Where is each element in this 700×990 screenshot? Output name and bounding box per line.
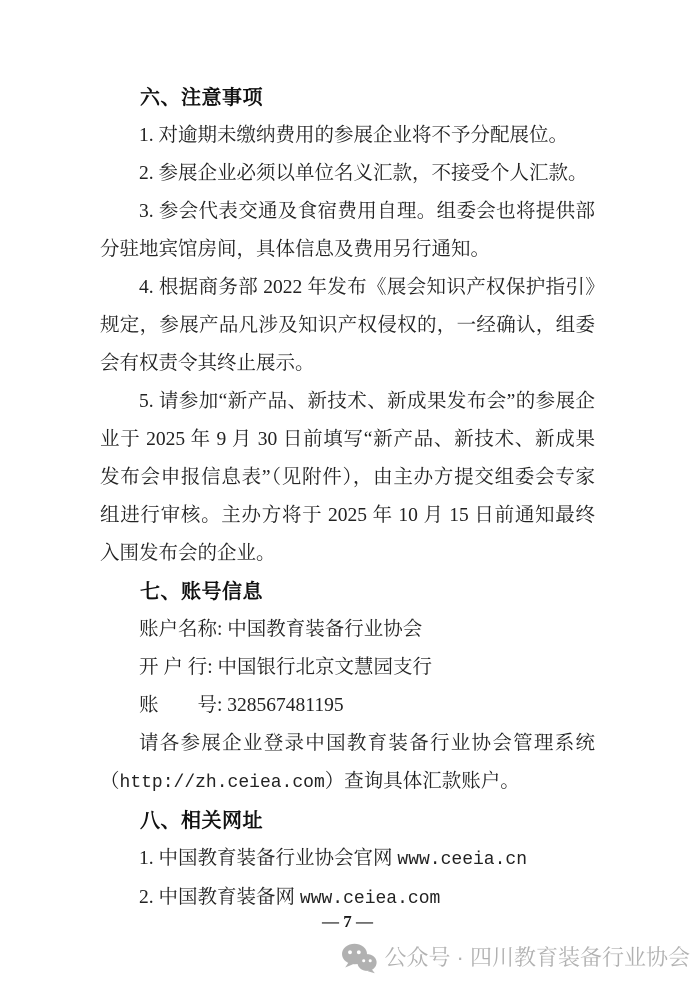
related-link-1-url: www.ceeia.cn xyxy=(397,850,528,870)
related-link-1-label: 1. 中国教育装备行业协会官网 xyxy=(139,848,398,869)
paragraph-note-1: 1. 对逾期未缴纳费用的参展企业将不予分配展位。 xyxy=(139,125,569,146)
watermark xyxy=(341,941,690,975)
paragraph-note-5: 5. 请参加“新产品、新技术、新成果发布会”的参展企业于 2025 年 9 月 30 日前填写“新产品、新技术、新成果发布会申报信息表”（见附件），由主办方提交组委会专家组进行审核。主办方将于 2025 年 10 月 15 日前通知最终入围发布会的企业。 xyxy=(100,391,595,564)
section-heading-links: 八、相关网址 xyxy=(140,810,263,832)
account-bank-line: 开 户 行: 中国银行北京文慧园支行 xyxy=(139,657,433,678)
account-note-prefix: 请各参展企业登录中国教育装备行业协会管理系统（ xyxy=(100,733,595,792)
related-link-2-url: www.ceiea.com xyxy=(299,889,441,909)
account-number-line: 账 号: 328567481195 xyxy=(139,695,344,716)
page-number: — 7 — xyxy=(322,912,373,931)
paragraph-note-3: 3. 参会代表交通及食宿费用自理。组委会也将提供部分驻地宾馆房间，具体信息及费用另行通知。 xyxy=(100,201,595,260)
account-note-url: http://zh.ceiea.com xyxy=(119,773,325,793)
related-link-1 xyxy=(100,840,595,879)
account-note-suffix: ）查询具体汇款账户。 xyxy=(324,771,520,792)
section-heading-notes: 六、注意事项 xyxy=(140,87,263,109)
related-link-2-label: 2. 中国教育装备网 xyxy=(139,887,300,908)
account-note xyxy=(100,725,595,802)
account-name-line: 账户名称: 中国教育装备行业协会 xyxy=(139,619,423,640)
watermark-text: 公众号 · 四川教育装备行业协会 xyxy=(384,945,690,970)
section-heading-account: 七、账号信息 xyxy=(140,581,263,603)
paragraph-note-4: 4. 根据商务部 2022 年发布《展会知识产权保护指引》规定，参展产品凡涉及知识产权侵权的，一经确认，组委会有权责令其终止展示。 xyxy=(100,277,595,374)
wechat-icon xyxy=(341,943,377,974)
document-body xyxy=(100,79,595,918)
paragraph-note-2: 2. 参展企业必须以单位名义汇款，不接受个人汇款。 xyxy=(139,163,588,184)
